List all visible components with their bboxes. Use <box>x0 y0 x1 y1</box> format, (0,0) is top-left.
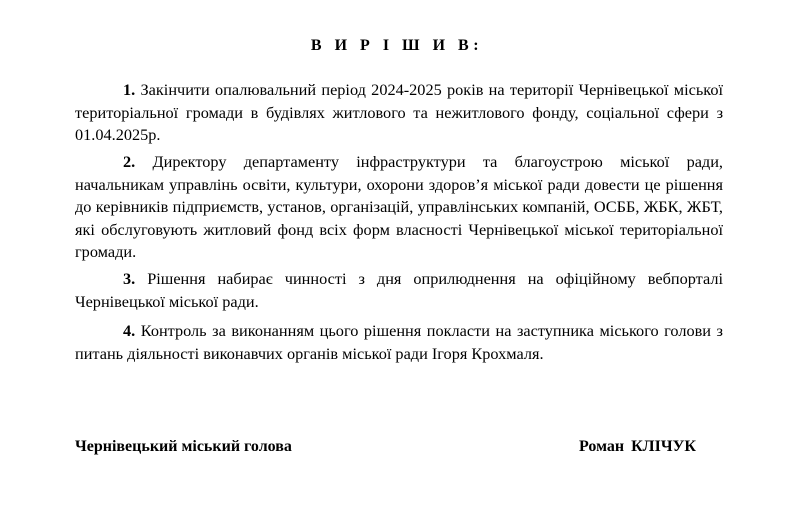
decision-item-2 <box>75 151 723 264</box>
decision-item-1 <box>75 79 723 147</box>
item-text: Директору департаменту інфраструктури та благоустрою міської ради, начальникам управлінь освіти, культури, охорони здоров’я міської ради довести це рішення до керівників підприємств, установ, організацій, управлінських компаній, ОСББ, ЖБК, ЖБТ, які обслуговують житловий фонд всіх форм власності Чернівецької міської територіальної громади. <box>75 152 723 261</box>
decision-item-4 <box>75 320 723 365</box>
item-number: 3. <box>123 269 136 288</box>
item-number: 1. <box>123 80 136 99</box>
signatory-name: Роман КЛІЧУК <box>579 438 696 455</box>
decision-item-3 <box>75 268 723 313</box>
item-text: Контроль за виконанням цього рішення покласти на заступника міського голови з питань діяльності виконавчих органів міської ради Ігоря Крохмаля. <box>75 321 723 363</box>
item-text: Закінчити опалювальний період 2024-2025 років на території Чернівецької міської територіальної громади в будівлях житлового та нежитлового фонду, соціальної сфери з 01.04.2025р. <box>75 80 723 144</box>
item-text: Рішення набирає чинності з дня оприлюднення на офіційному вебпорталі Чернівецької міської ради. <box>75 269 723 311</box>
decision-heading: В И Р І Ш И В: <box>310 37 484 54</box>
item-number: 2. <box>123 152 136 171</box>
signatory-position: Чернівецький міський голова <box>75 438 292 455</box>
item-number: 4. <box>123 321 136 340</box>
